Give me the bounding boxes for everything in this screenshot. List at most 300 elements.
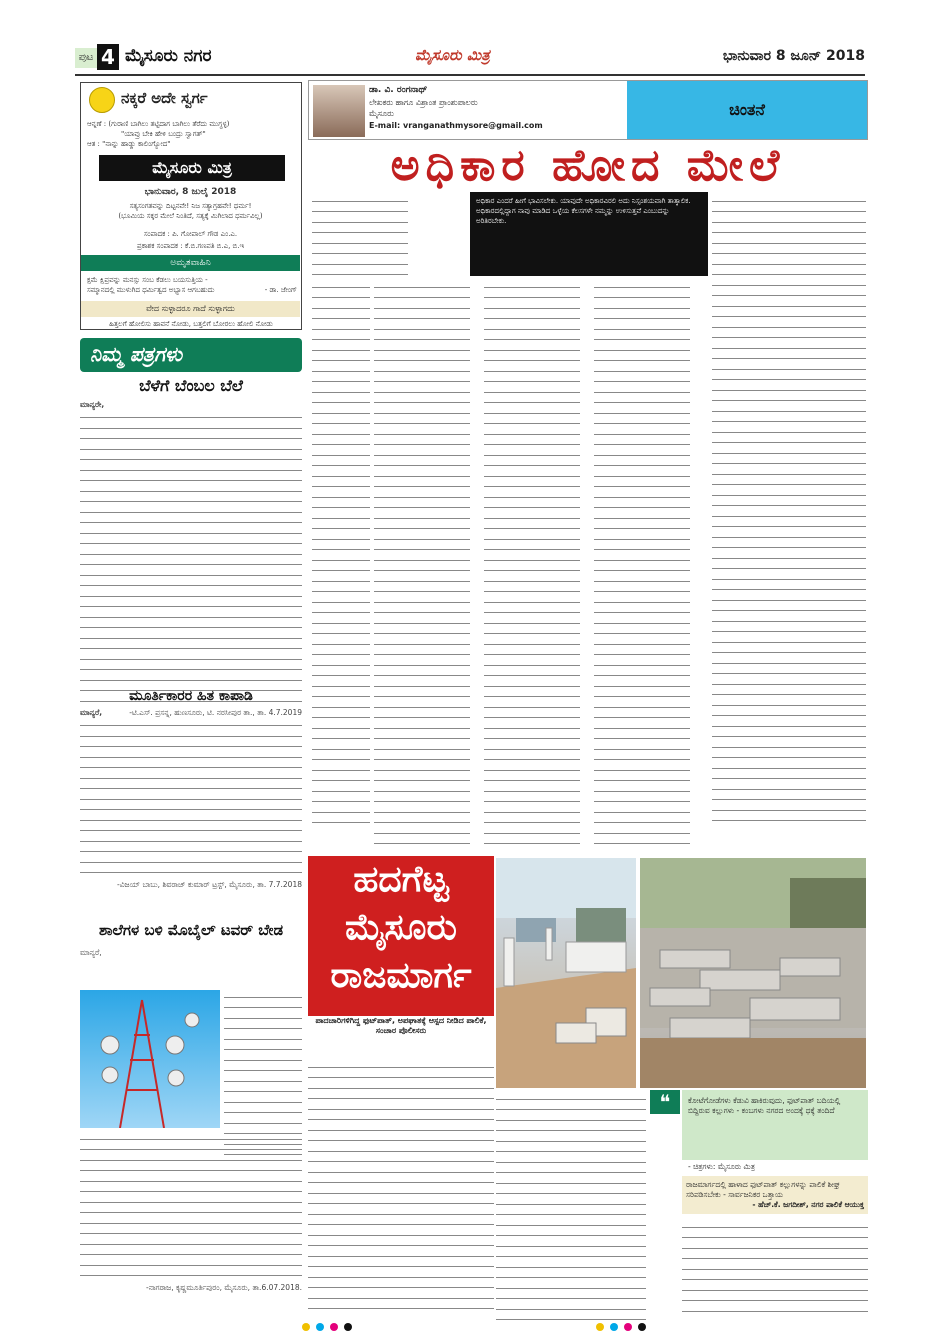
text-line (484, 599, 580, 606)
text-line (374, 630, 470, 637)
text-line (496, 1159, 646, 1166)
text-line (374, 284, 470, 291)
text-line (712, 471, 866, 478)
text-line (308, 1263, 494, 1270)
text-line (712, 345, 866, 352)
text-line (484, 462, 580, 469)
text-line (594, 473, 690, 480)
article-col-4 (594, 280, 690, 851)
text-line (594, 452, 690, 459)
text-line (712, 250, 866, 257)
text-line (312, 536, 370, 543)
text-line (712, 681, 866, 688)
text-line (312, 578, 370, 585)
letter-3-title: ಶಾಲೆಗಳ ಬಳಿ ಮೊಬೈಲ್ ಟವರ್ ಬೇಡ (99, 921, 283, 939)
letter-1 (80, 376, 302, 719)
text-line (312, 672, 370, 679)
text-line (712, 597, 866, 604)
text-line (374, 788, 470, 795)
text-line (374, 399, 470, 406)
text-line (374, 809, 470, 816)
text-line (484, 284, 580, 291)
text-line (308, 1253, 494, 1260)
text-line (312, 704, 370, 711)
feature-body-far-right (682, 1220, 868, 1318)
text-line (374, 357, 470, 364)
text-line (374, 714, 470, 721)
text-line (312, 504, 370, 511)
text-line (484, 536, 580, 543)
column-author-box (308, 80, 868, 140)
text-line (484, 767, 580, 774)
text-line (312, 546, 370, 553)
author-photo (313, 85, 365, 137)
text-line (484, 662, 580, 669)
text-line (712, 481, 866, 488)
text-line (312, 198, 408, 205)
text-line (712, 744, 866, 751)
text-line (312, 294, 370, 301)
text-line (682, 1297, 868, 1304)
text-line (312, 229, 408, 236)
text-line (594, 767, 690, 774)
text-line (308, 1242, 494, 1249)
text-line (594, 704, 690, 711)
text-line (712, 261, 866, 268)
text-line (312, 240, 408, 247)
article-col-2 (374, 280, 470, 851)
text-line (712, 376, 866, 383)
text-line (312, 525, 370, 532)
section-name: ಮೈಸೂರು ನಗರ (125, 46, 212, 66)
text-line (374, 693, 470, 700)
section-tag: ಚಿಂತನೆ (627, 81, 867, 139)
text-line (308, 1190, 494, 1197)
text-line (484, 378, 580, 385)
text-line (484, 651, 580, 658)
text-line (594, 347, 690, 354)
text-line (594, 557, 690, 564)
text-line (374, 462, 470, 469)
text-line (484, 368, 580, 375)
text-line (594, 830, 690, 837)
text-line (312, 420, 370, 427)
text-line (594, 735, 690, 742)
letter-3-signature: -ನಾಗರಾಜ, ಕೃಷ್ಣಮೂರ್ತಿಪುರಂ, ಮೈಸೂರು, ತಾ.6.07.2018. (145, 1282, 302, 1292)
text-line (312, 609, 370, 616)
text-line (496, 1274, 646, 1281)
text-line (312, 399, 370, 406)
text-line (484, 746, 580, 753)
footpath-photo (496, 858, 636, 1088)
text-line (308, 1106, 494, 1113)
letter-2-title: ಮೂರ್ತಿಕಾರರ ಹಿತ ಕಾಪಾಡಿ (129, 688, 253, 704)
text-line (594, 609, 690, 616)
text-line (374, 620, 470, 627)
text-line (312, 725, 370, 732)
text-line (484, 399, 580, 406)
text-line (312, 557, 370, 564)
text-line (374, 389, 470, 396)
text-line (374, 578, 470, 585)
feature-footnote-sign: - ಹೆಚ್.ಕೆ. ಜಗದೀಶ್, ನಗರ ಪಾಲಿಕೆ ಆಯುಕ್ತ (752, 1200, 864, 1209)
text-line (712, 723, 866, 730)
text-line (594, 441, 690, 448)
text-line (594, 305, 690, 312)
text-line (712, 733, 866, 740)
text-line (484, 557, 580, 564)
text-line (712, 639, 866, 646)
text-line (308, 1064, 494, 1071)
text-line (312, 452, 370, 459)
article-col-5 (712, 194, 866, 828)
text-line (308, 1274, 494, 1281)
text-line (496, 1285, 646, 1292)
text-line (594, 788, 690, 795)
text-line (484, 672, 580, 679)
text-line (712, 513, 866, 520)
text-line (712, 775, 866, 782)
text-line (484, 336, 580, 343)
text-line (594, 483, 690, 490)
proverb: ವೇದ ಸುಳ್ಳಾದರೂ ಗಾದೆ ಸುಳ್ಳಾಗದು (81, 301, 300, 317)
author-role: ಲೇಖಕರು ಹಾಗೂ ವಿಶ್ರಾಂತ ಪ್ರಾಂಶುಪಾಲರು (369, 98, 478, 107)
text-line (312, 567, 370, 574)
text-line (312, 326, 370, 333)
text-line (308, 1074, 494, 1081)
text-line (374, 725, 470, 732)
text-line (484, 357, 580, 364)
text-line (374, 777, 470, 784)
text-line (496, 1306, 646, 1313)
text-line (312, 819, 370, 826)
page-header (75, 44, 865, 76)
text-line (374, 546, 470, 553)
article-col-3 (484, 280, 580, 851)
text-line (712, 628, 866, 635)
text-line (496, 1148, 646, 1155)
text-line (496, 1211, 646, 1218)
text-line (484, 725, 580, 732)
text-line (712, 649, 866, 656)
text-line (308, 1221, 494, 1228)
road-scene (496, 858, 636, 1088)
text-line (712, 408, 866, 415)
text-line (484, 609, 580, 616)
joke-box (80, 82, 302, 330)
text-line (374, 767, 470, 774)
text-line (374, 746, 470, 753)
text-line (308, 1295, 494, 1302)
text-line (374, 473, 470, 480)
text-line (594, 410, 690, 417)
text-line (374, 672, 470, 679)
text-line (312, 714, 370, 721)
text-line (484, 756, 580, 763)
text-line (312, 662, 370, 669)
text-line (374, 336, 470, 343)
text-line (712, 565, 866, 572)
text-line (374, 347, 470, 354)
text-line (312, 651, 370, 658)
mobile-tower-photo (80, 990, 220, 1128)
text-line (312, 788, 370, 795)
text-line (594, 756, 690, 763)
letter-3-salutation: ಮಾನ್ಯರೆ, (80, 948, 102, 957)
feature-body-left (308, 1060, 494, 1316)
author-name: ಡಾ. ವಿ. ರಂಗನಾಥ್ (369, 85, 428, 95)
amrutha-heading: ಅಮೃತವಾಹಿನಿ (81, 255, 300, 271)
text-line (712, 534, 866, 541)
text-line (496, 1106, 646, 1113)
text-line (712, 219, 866, 226)
text-line (594, 819, 690, 826)
text-line (712, 324, 866, 331)
pull-quote: ಅಧಿಕಾರ ಎಂದರೆ ಹೀಗೆ ಭಾವಿಸಲೇಕು. ಯಾವುದೇ ಅಧಿಕಾರವಿರಲಿ ಅದು ನಿಸ್ಸಂಶಯವಾಗಿ ತಾತ್ಕಾಲಿಕ. ಅಧಿಕಾರದಲ್ಲಿದ್ದಾಗ ನಾವು ಮಾಡಿದ ಒಳ್ಳೆಯ ಕೆಲಸಗಳೇ ನಮ್ಮನ್ನು ಉಳಿಸುತ್ತವೆ ಎಂಬುದನ್ನು ಅರಿತಿರಬೇಕು. (470, 192, 708, 276)
text-line (594, 462, 690, 469)
text-line (484, 452, 580, 459)
editor-line: ಸಂಪಾದಕ : ಪಿ. ಗೋಪಾಲ್ ಗೌಡ ಎಂ.ಎ. (143, 230, 238, 238)
text-line (594, 809, 690, 816)
text-line (484, 504, 580, 511)
text-line (712, 502, 866, 509)
text-line (712, 240, 866, 247)
masthead-date: ಭಾನುವಾರ, 8 ಜುಲೈ 2018 (144, 187, 237, 197)
text-line (484, 704, 580, 711)
text-line (594, 567, 690, 574)
text-line (312, 431, 370, 438)
text-line (712, 555, 866, 562)
text-line (312, 809, 370, 816)
letter-2-signature: -ವಿಜಯ್ ಬಾಬು, ಶಿವರಾಜ್ ಕುಮಾರ್ ಟ್ರಸ್ಟ್, ಮೈಸೂರು, ತಾ. 7.7.2018 (117, 879, 302, 889)
text-line (312, 683, 370, 690)
letter-2-body (80, 722, 302, 876)
amrutha-text: ಕ್ಷಮೆ ಕ್ಷಿಪ್ರವನ್ನು ಮನಸ್ಸು ಸಂಬ ಕೆಡಲು ಬಯಸುತ್ತಿಯ - ಸಮ್ಮಾನದಲ್ಲಿ ಮುಳುಗಿದ ಧರ್ಮಿತ್ವದ ಅಭ್ಯಾಸ ಆಗಬಹುದು (87, 276, 215, 294)
text-line (484, 494, 580, 501)
text-line (682, 1276, 868, 1283)
letter-2 (80, 688, 302, 891)
text-line (594, 368, 690, 375)
text-line (712, 439, 866, 446)
text-line (312, 368, 370, 375)
text-line (682, 1266, 868, 1273)
text-line (308, 1211, 494, 1218)
text-line (312, 798, 370, 805)
text-line (712, 817, 866, 824)
text-line (312, 357, 370, 364)
author-city: ಮೈಸೂರು (369, 109, 394, 118)
text-line (712, 670, 866, 677)
letter-1-title: ಬೆಳೆಗೆ ಬೆಂಬಲ ಬೆಲೆ (139, 376, 243, 395)
text-line (312, 378, 370, 385)
registration-dots (300, 1321, 650, 1333)
joke-line-1: ಆನ್ನಣೆ : (ಗುರಾಣಿ ಬಾಗಿಲು ತಟ್ಟಿದಾಗ ಬಾಗಿಲು ತೆರೆದು ಮುಗ್ಧಳ್ಳ) (87, 120, 230, 128)
text-line (712, 702, 866, 709)
text-line (484, 788, 580, 795)
text-line (594, 662, 690, 669)
text-line (682, 1308, 868, 1315)
joke-line-3: ಆತ : "ನಾನ್ನು ಹಾಡ್ಡು ಕಾಲಿಂಗ್ಯೋದ" (87, 140, 171, 148)
masthead-logo: ಮೈಸೂರು ಮಿತ್ರ (99, 155, 285, 181)
text-line (594, 588, 690, 595)
text-line (312, 756, 370, 763)
page-number: 4 (97, 44, 119, 70)
text-line (374, 368, 470, 375)
letters-banner (80, 338, 302, 372)
text-line (312, 693, 370, 700)
text-line (484, 693, 580, 700)
text-line (496, 1138, 646, 1145)
text-line (484, 326, 580, 333)
text-line (374, 441, 470, 448)
text-line (312, 271, 408, 278)
paper-logo: ಮೈಸೂರು ಮಿತ್ರ (415, 46, 490, 64)
text-line (374, 557, 470, 564)
feature-footnote-text: ರಾಜಮಾರ್ಗದಲ್ಲಿ ಹಾಳಾದ ಫುಟ್‌ಪಾತ್ ಕಲ್ಲುಗಳನ್ನು ಪಾಲಿಕೆ ಶೀಘ್ರ ಸರಿಪಡಿಸಬೇಕು - ಸಾರ್ವಜನಿಕರ ಒತ್ತಾಯ (686, 1180, 840, 1199)
text-line (484, 483, 580, 490)
text-line (484, 819, 580, 826)
text-line (374, 830, 470, 837)
text-line (712, 607, 866, 614)
text-line (374, 420, 470, 427)
text-line (496, 1201, 646, 1208)
text-line (712, 765, 866, 772)
tower-icon (80, 990, 220, 1128)
text-line (374, 305, 470, 312)
text-line (496, 1243, 646, 1250)
text-line (312, 735, 370, 742)
text-line (312, 410, 370, 417)
text-line (594, 399, 690, 406)
text-line (374, 483, 470, 490)
text-line (712, 397, 866, 404)
text-line (484, 830, 580, 837)
text-line (484, 294, 580, 301)
text-line (712, 576, 866, 583)
text-line (484, 641, 580, 648)
text-line (712, 366, 866, 373)
text-line (594, 693, 690, 700)
text-line (712, 429, 866, 436)
text-line (374, 641, 470, 648)
text-line (594, 777, 690, 784)
text-line (594, 546, 690, 553)
text-line (374, 515, 470, 522)
text-line (712, 229, 866, 236)
text-line (712, 492, 866, 499)
text-line (308, 1095, 494, 1102)
text-line (312, 305, 370, 312)
text-line (308, 1305, 494, 1312)
text-line (594, 378, 690, 385)
text-line (374, 756, 470, 763)
text-line (496, 1222, 646, 1229)
fallen-stones-photo (640, 858, 866, 1088)
letter-2-salutation: ಮಾನ್ಯರೆ, (80, 708, 103, 717)
text-line (484, 525, 580, 532)
proverb-sub: ಹಿತ್ತಲಗೆ ಹೋಲಿಸು ಹಾವನೆ ನೋಡು, ಬತ್ತಲಿಗೆ ಬೋರಲು ಹೋಲಿ ನೋಡು (109, 320, 273, 328)
text-line (374, 504, 470, 511)
text-line (484, 389, 580, 396)
text-line (712, 418, 866, 425)
page-label: ಪುಟ (75, 48, 97, 68)
text-line (312, 777, 370, 784)
text-line (594, 672, 690, 679)
feature-headline: ಹದಗೆಟ್ಟ ಮೈಸೂರು ರಾಜಮಾರ್ಗ (308, 856, 494, 1016)
text-line (484, 588, 580, 595)
text-line (594, 315, 690, 322)
text-line (484, 546, 580, 553)
text-line (712, 313, 866, 320)
feature-subhead: ಪಾದಚಾರಿಗಳಿಗಿದ್ದ ಫುಟ್‌ಪಾತ್, ಅಪಘಾತಕ್ಕೆ ಆಸ್ಪದ ನೀಡಿದ ಪಾಲಿಕೆ, ಸಂಚಾರ ಪೊಲೀಸರು (315, 1016, 487, 1035)
text-line (374, 294, 470, 301)
text-line (712, 450, 866, 457)
text-line (594, 599, 690, 606)
text-line (484, 473, 580, 480)
text-line (312, 494, 370, 501)
text-line (312, 250, 408, 257)
text-line (712, 198, 866, 205)
text-line (374, 704, 470, 711)
text-line (496, 1264, 646, 1271)
text-line (374, 662, 470, 669)
text-line (594, 284, 690, 291)
feature-caption: ಕೋಟೆಗೋಡೆಗಳು ಕೆಡುವಿ ಹಾಕಿರುವುದು, ಫುಟ್‌ಪಾತ್ ಬದಿಯಲ್ಲಿ ಬಿದ್ದಿರುವ ಕಲ್ಲುಗಳು - ಕಂಬಗಳು ನಗರದ ಅಂದಕ್ಕೆ ಧಕ್ಕೆ ತಂದಿದೆ (682, 1090, 868, 1168)
text-line (312, 284, 370, 291)
text-line (484, 420, 580, 427)
text-line (312, 336, 370, 343)
text-line (484, 620, 580, 627)
text-line (312, 347, 370, 354)
text-line (594, 578, 690, 585)
text-line (308, 1116, 494, 1123)
text-line (594, 357, 690, 364)
text-line (312, 746, 370, 753)
text-line (712, 712, 866, 719)
text-line (712, 544, 866, 551)
text-line (484, 735, 580, 742)
text-line (712, 660, 866, 667)
letter-3-body (80, 1132, 302, 1293)
text-line (594, 798, 690, 805)
text-line (682, 1287, 868, 1294)
text-line (712, 754, 866, 761)
text-line (712, 271, 866, 278)
text-line (712, 807, 866, 814)
text-line (484, 347, 580, 354)
text-line (484, 683, 580, 690)
text-line (496, 1169, 646, 1176)
text-line (496, 1232, 646, 1239)
text-line (374, 431, 470, 438)
text-line (484, 798, 580, 805)
text-line (484, 809, 580, 816)
text-line (374, 326, 470, 333)
text-line (594, 336, 690, 343)
text-line (312, 473, 370, 480)
text-line (712, 292, 866, 299)
masthead-tagline-2: (ಭೂಮಿಯ ಸಕ್ಕರ ಮೇಲೆ ನಿಂತಿದೆ, ಸತ್ಯಕ್ಕೆ ಮಿಗಿಲಾದ ಧರ್ಮವಿಲ್ಲ) (118, 212, 263, 220)
text-line (374, 683, 470, 690)
text-line (308, 1137, 494, 1144)
text-line (682, 1255, 868, 1262)
text-line (594, 431, 690, 438)
text-line (594, 725, 690, 732)
text-line (374, 525, 470, 532)
text-line (374, 840, 470, 847)
text-line (594, 536, 690, 543)
text-line (484, 578, 580, 585)
